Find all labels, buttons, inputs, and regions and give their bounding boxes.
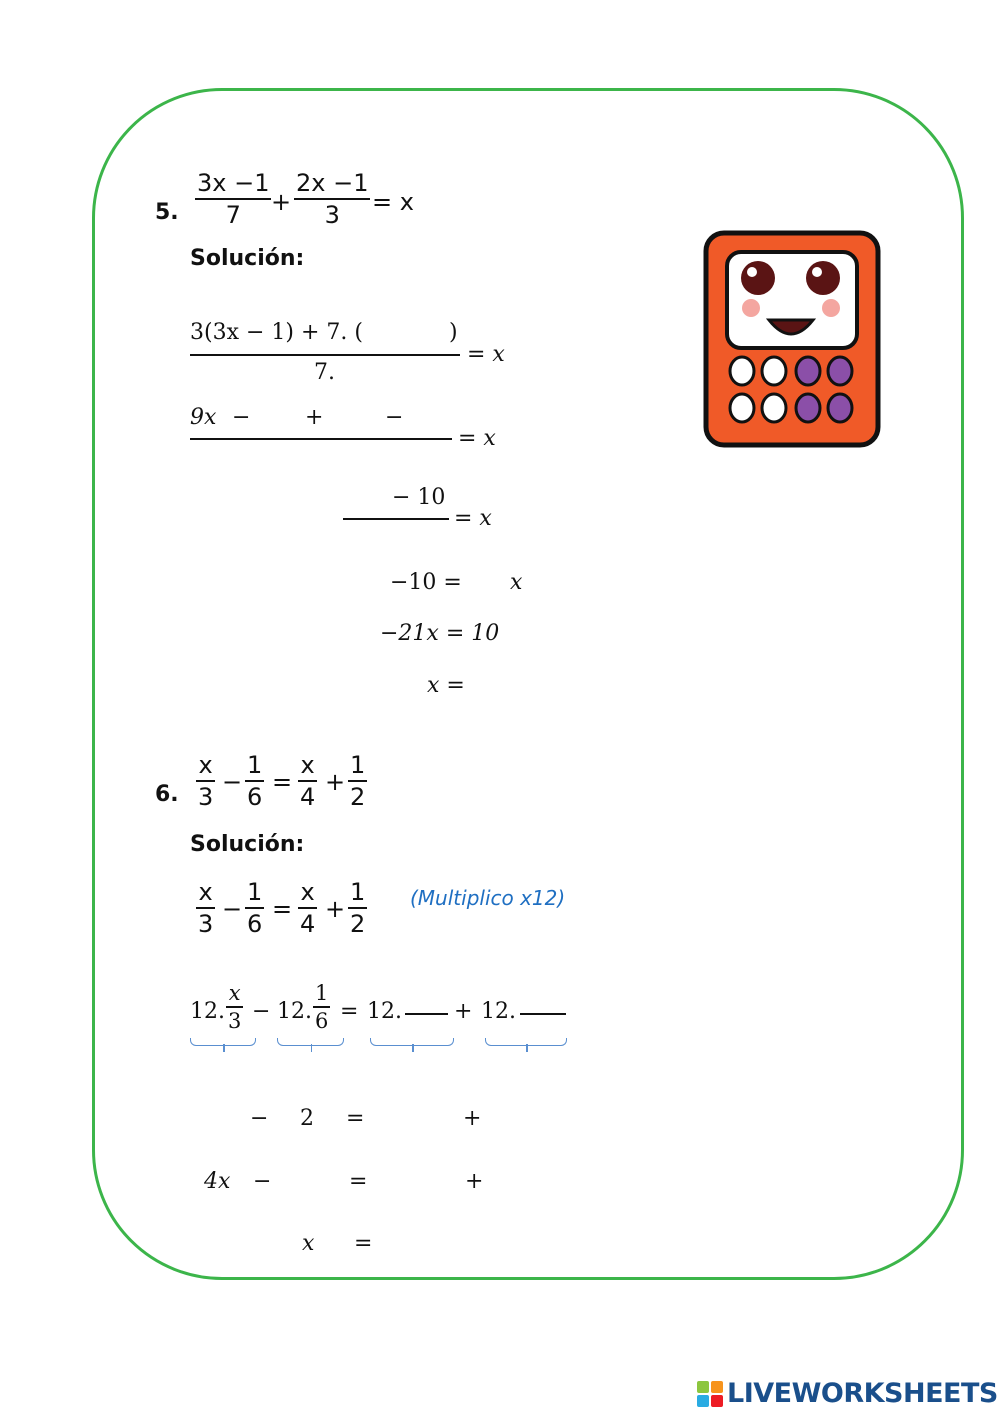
- row2-equals: =: [349, 1169, 368, 1194]
- ex6-fraction-4: [348, 750, 367, 812]
- numerator: x: [300, 751, 315, 779]
- numerator: x: [198, 751, 213, 779]
- solution-label: Solución:: [190, 246, 305, 271]
- denominator: 3: [198, 783, 214, 811]
- step2-rhs: = x: [458, 426, 496, 451]
- calculator-mascot-icon: [703, 230, 881, 448]
- plus-sign: +: [454, 999, 473, 1024]
- step1-denominator: 7.: [314, 360, 335, 385]
- numerator: x: [300, 878, 315, 906]
- brace: [485, 1038, 567, 1046]
- step3-rhs: = x: [454, 506, 492, 531]
- numerator: 1: [247, 751, 263, 779]
- ex6-fraction-1: [196, 750, 215, 812]
- minus-sign: −: [222, 895, 243, 923]
- denominator: 4: [300, 783, 316, 811]
- fraction-bar: [190, 438, 452, 440]
- logo-blocks-icon: [697, 1381, 723, 1407]
- exercise-6-number: 6.: [155, 782, 179, 807]
- mult-fraction-2: [313, 980, 330, 1034]
- step3-numerator: − 10: [392, 485, 446, 510]
- row1-two: 2: [300, 1106, 314, 1131]
- plus-sign: +: [325, 895, 346, 923]
- step5: −21x = 10: [380, 621, 500, 646]
- row1-equals: =: [346, 1106, 365, 1131]
- denominator: 3: [198, 910, 214, 938]
- equals-sign: =: [272, 768, 293, 796]
- step1-numerator: 3(3x − 1) + 7. (: [190, 320, 363, 345]
- step6: x =: [427, 673, 465, 698]
- mult-term-1: 12.: [190, 999, 225, 1024]
- ex5-fraction-2: [294, 168, 370, 230]
- denominator: 2: [350, 783, 366, 811]
- step2-plus: +: [305, 405, 324, 430]
- equation-rhs: = x: [372, 188, 414, 216]
- numerator: 2x −1: [296, 169, 369, 197]
- step1-paren-close: ): [449, 320, 458, 345]
- ex6-fraction-3: [298, 750, 317, 812]
- row1-plus: +: [463, 1106, 482, 1131]
- row2-plus: +: [465, 1169, 484, 1194]
- brace: [277, 1038, 344, 1046]
- row2-term: 4x: [204, 1169, 231, 1194]
- denominator: 6: [247, 783, 263, 811]
- mult-fraction-1: [226, 980, 243, 1034]
- mult-term-2: 12.: [277, 999, 312, 1024]
- row2-minus: −: [253, 1169, 272, 1194]
- step1-rhs: = x: [467, 342, 505, 367]
- numerator: 1: [315, 981, 329, 1005]
- numerator: 1: [350, 751, 366, 779]
- row3-equals: =: [354, 1231, 373, 1256]
- denominator: 3: [228, 1008, 242, 1033]
- minus-sign: −: [252, 999, 271, 1024]
- step2-term: 9x: [190, 405, 217, 430]
- mult-term-4: 12.: [481, 999, 516, 1024]
- step4-left: −10 =: [390, 570, 462, 595]
- logo-text: LIVEWORKSHEETS: [727, 1378, 998, 1409]
- exercise-5-number: 5.: [155, 200, 179, 225]
- plus-sign: +: [271, 188, 292, 216]
- fraction-bar: [190, 354, 460, 356]
- equals-sign: =: [340, 999, 359, 1024]
- denominator: 4: [300, 910, 316, 938]
- multiply-note: (Multiplico x12): [410, 886, 566, 910]
- ex6-repeat-fraction-1: [196, 877, 215, 939]
- numerator: 1: [350, 878, 366, 906]
- denominator: 6: [315, 1008, 329, 1033]
- numerator: 1: [247, 878, 263, 906]
- ex6-repeat-fraction-2: [245, 877, 264, 939]
- fraction-bar: [343, 518, 449, 520]
- step2-minus: −: [232, 405, 251, 430]
- liveworksheets-logo: [697, 1378, 998, 1409]
- numerator: 3x −1: [197, 169, 270, 197]
- step4-right: x: [510, 570, 523, 595]
- brace: [370, 1038, 454, 1046]
- ex6-repeat-fraction-3: [298, 877, 317, 939]
- ex6-fraction-2: [245, 750, 264, 812]
- minus-sign: −: [222, 768, 243, 796]
- brace: [190, 1038, 256, 1046]
- equals-sign: =: [272, 895, 293, 923]
- plus-sign: +: [325, 768, 346, 796]
- denominator: 2: [350, 910, 366, 938]
- blank-fraction-bar: [520, 1013, 566, 1015]
- blank-fraction-bar: [405, 1013, 448, 1015]
- solution-label: Solución:: [190, 832, 305, 857]
- numerator: x: [228, 981, 241, 1005]
- ex5-fraction-1: [195, 168, 271, 230]
- numerator: x: [198, 878, 213, 906]
- row3-x: x: [302, 1231, 315, 1256]
- step2-minus-2: −: [385, 405, 404, 430]
- denominator: 3: [324, 201, 340, 229]
- denominator: 6: [247, 910, 263, 938]
- row1-minus: −: [250, 1106, 269, 1131]
- ex6-repeat-fraction-4: [348, 877, 367, 939]
- mult-term-3: 12.: [367, 999, 402, 1024]
- denominator: 7: [225, 201, 241, 229]
